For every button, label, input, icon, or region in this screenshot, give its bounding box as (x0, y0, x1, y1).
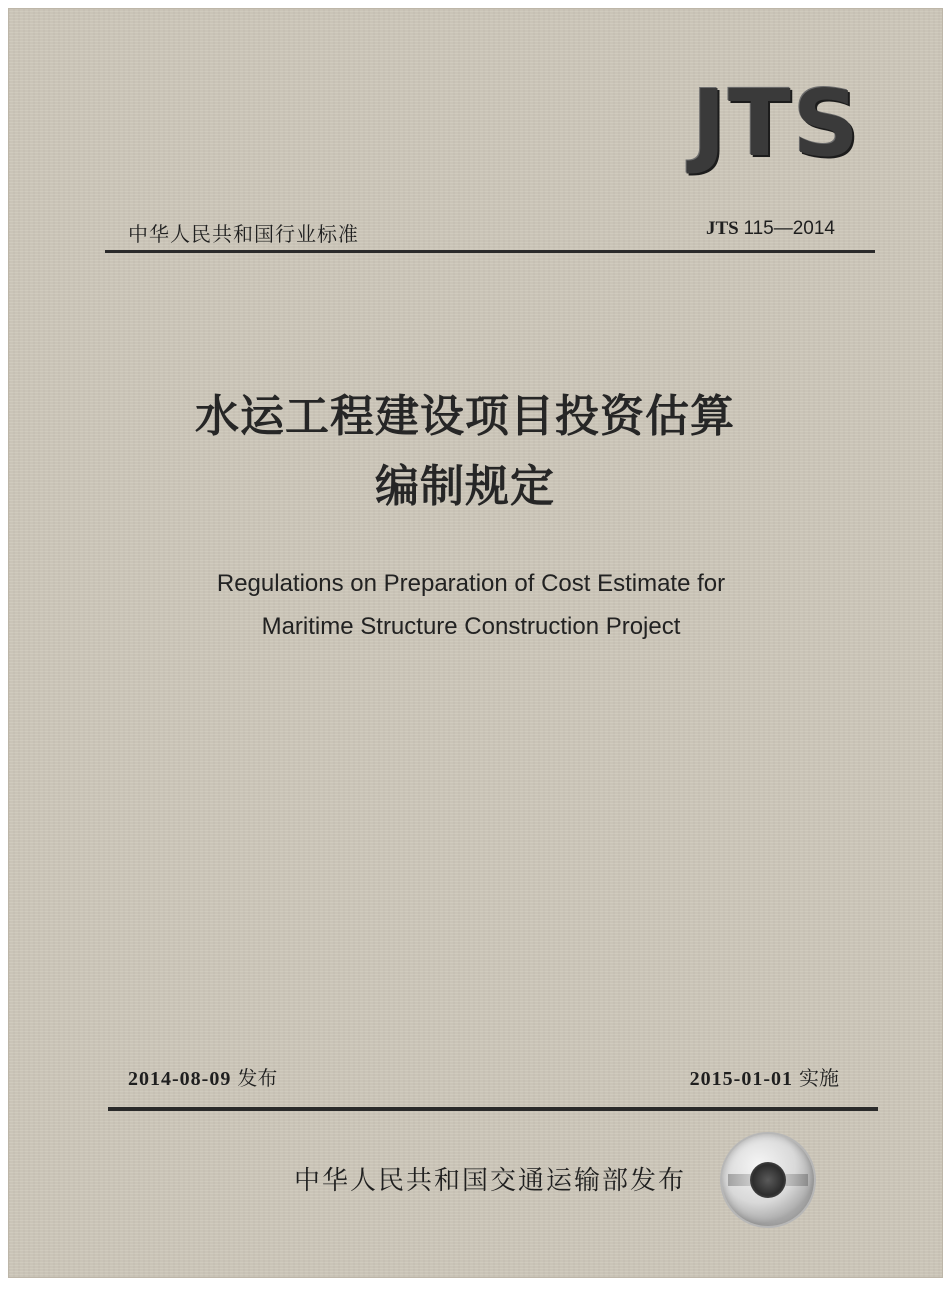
publish-date-value: 2014-08-09 (128, 1068, 232, 1090)
title-english-line-2: Maritime Structure Construction Project (261, 613, 681, 640)
title-english-line-1: Regulations on Preparation of Cost Estimate for (216, 570, 726, 597)
effective-date (690, 1062, 839, 1091)
publish-date-label: 发布 (237, 1066, 278, 1090)
effective-date-value: 2015-01-01 (689, 1068, 793, 1090)
seal-emblem (750, 1162, 786, 1198)
standard-code (706, 218, 835, 240)
hologram-seal-icon (722, 1134, 814, 1226)
title-chinese-line-2: 编制规定 (375, 461, 555, 512)
effective-date-label: 实施 (799, 1066, 839, 1090)
publish-date (128, 1062, 277, 1091)
standard-category: 中华人民共和国行业标准 (128, 222, 359, 246)
book-cover (8, 8, 943, 1278)
title-chinese-line-1: 水运工程建设项目投资估算 (195, 391, 735, 442)
standard-code-number: 115—2014 (743, 218, 835, 239)
top-divider (105, 250, 875, 253)
standard-code-prefix: JTS (705, 218, 739, 239)
bottom-divider (108, 1107, 878, 1111)
jts-logo: JTS (691, 70, 861, 177)
publisher-line: 中华人民共和国交通运输部发布 (294, 1166, 687, 1196)
